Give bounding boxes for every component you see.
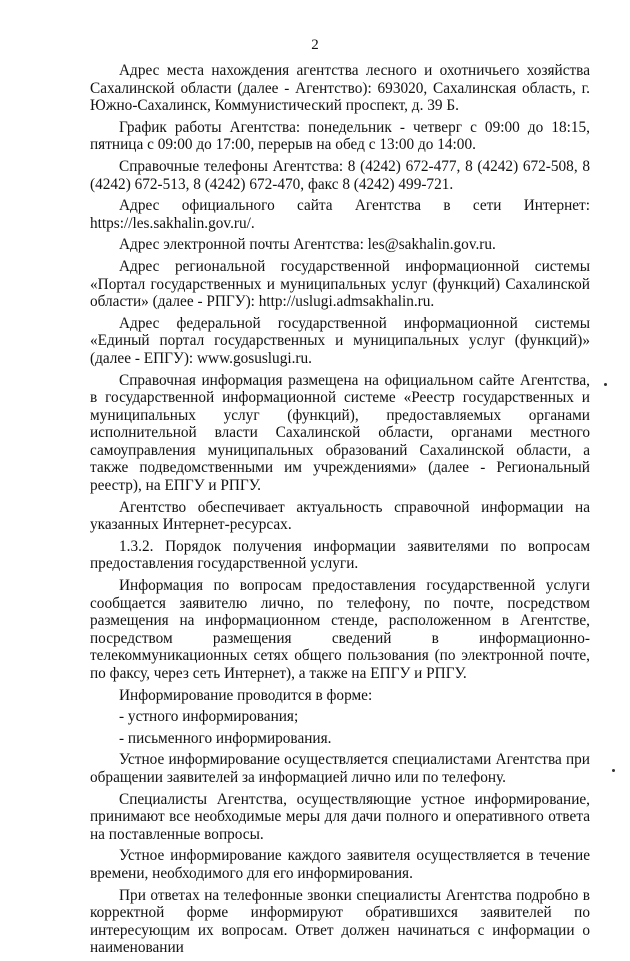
- paragraph-reference-info: Справочная информация размещена на официальном сайте Агентства, в государственной информационной системе «Реестр государственных и муниципальных услуг (функций), предоставляемых органами исполнительной власти Сахалинской области, органами местного самоуправления муниципальных образований Сахалинской области, а также подведомственными им учреждениями» (далее - Региональный реестр), на ЕПГУ и РПГУ.: [90, 371, 590, 495]
- paragraph-email: Адрес электронной почты Агентства: les@sakhalin.gov.ru.: [119, 236, 496, 254]
- paragraph-website: Адрес официального сайта Агентства в сети Интернет: https://les.sakhalin.gov.ru/.: [90, 197, 590, 232]
- paragraph-rpgu: Адрес региональной государственной информационной системы «Портал государственных и муниципальных услуг (функций) Сахалинской области» (далее - РПГУ): http://uslugi.admsakhalin.ru.: [90, 257, 590, 311]
- paragraph-info-forms: Информирование проводится в форме:: [119, 686, 373, 704]
- paragraph-phone-calls: При ответах на телефонные звонки специалисты Агентства подробно в корректной форме информируют обратившихся заявителей по интересующим их вопросам. Ответ должен начинаться с информации о наименовании: [90, 886, 590, 957]
- paragraph-epgu: Адрес федеральной государственной информационной системы «Единый портал государственных и муниципальных услуг (функций)» (далее - ЕПГУ): www.gosuslugi.ru.: [90, 314, 590, 367]
- document-body: [90, 62, 590, 961]
- paragraph-duration: Устное информирование каждого заявителя осуществляется в течение времени, необходимого для его информирования.: [90, 847, 590, 882]
- page-number: 2: [311, 37, 319, 53]
- paragraph-work-schedule: График работы Агентства: понедельник - четверг с 09:00 до 18:15, пятница с 09:00 до 17:00, перерыв на обед с 13:00 до 14:00.: [90, 118, 590, 154]
- list-item-written: - письменного информирования.: [119, 729, 332, 747]
- paragraph-oral-info: Устное информирование осуществляется специалистами Агентства при обращении заявителей за информацией лично или по телефону.: [90, 751, 590, 786]
- paragraph-specialists: Специалисты Агентства, осуществляющие устное информирование, принимают все необходимые меры для дачи полного и оперативного ответа на поставленные вопросы.: [90, 790, 590, 843]
- scan-mark: [612, 769, 615, 772]
- paragraph-actuality: Агентство обеспечивает актуальность справочной информации на указанных Интернет-ресурсах.: [90, 498, 590, 534]
- section-heading-1-3-2: 1.3.2. Порядок получения информации заявителями по вопросам предоставления государственной услуги.: [90, 537, 590, 573]
- list-item-oral: - устного информирования;: [119, 708, 299, 726]
- paragraph-phones: Справочные телефоны Агентства: 8 (4242) 672-477, 8 (4242) 672-508, 8 (4242) 672-513, 8 (4242) 672-470, факс 8 (4242) 499-721.: [90, 157, 590, 193]
- scan-mark: [604, 383, 607, 386]
- paragraph-info-channels: Информация по вопросам предоставления государственной услуги сообщается заявителю лично, по телефону, по почте, посредством размещения на информационном стенде, расположенном в Агентстве, посредством размещения сведений в информационно-телекоммуникационных сетях общего пользования (по электронной почте, по факсу, через сеть Интернет), а также на ЕПГУ и РПГУ.: [90, 577, 590, 682]
- paragraph-agency-address: Адрес места нахождения агентства лесного и охотничьего хозяйства Сахалинской области (далее - Агентство): 693020, Сахалинская область, г. Южно-Сахалинск, Коммунистический проспект, д. 39 Б.: [90, 62, 590, 115]
